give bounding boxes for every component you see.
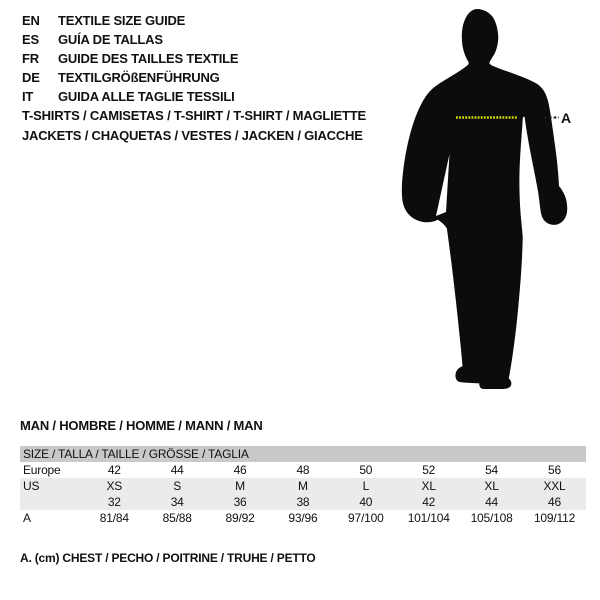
language-row-it (22, 87, 238, 106)
language-code: FR (22, 51, 39, 66)
size-cell: 50 (359, 463, 373, 477)
row-label: US (20, 478, 83, 494)
language-list (22, 11, 238, 106)
language-title: TEXTILGRÖßENFÜHRUNG (58, 70, 220, 85)
row-label: Europe (23, 463, 61, 477)
size-cell: 42 (107, 463, 121, 477)
language-row-es (22, 30, 238, 49)
size-cell: 42 (397, 494, 460, 510)
size-cell: XXL (523, 478, 586, 494)
size-cell: 109/112 (533, 511, 576, 525)
language-code: EN (22, 13, 40, 28)
size-cell: 97/100 (348, 511, 384, 525)
language-title: GUIDA ALLE TAGLIE TESSILI (58, 89, 235, 104)
language-row-fr (22, 49, 238, 68)
size-table-header-row (20, 446, 586, 462)
measurement-figure (395, 0, 580, 400)
size-cell: 105/108 (470, 511, 513, 525)
size-row-numeric (20, 494, 586, 510)
row-label: A (23, 511, 31, 525)
language-code: IT (22, 89, 34, 104)
language-code: DE (22, 70, 40, 85)
size-row-chest (20, 510, 586, 526)
size-cell: 36 (209, 494, 272, 510)
gender-section-title: MAN / HOMBRE / HOMME / MANN / MAN (20, 418, 263, 433)
size-cell: 44 (170, 463, 184, 477)
size-cell: 85/88 (162, 511, 192, 525)
size-cell: XS (83, 478, 146, 494)
size-cell: 32 (83, 494, 146, 510)
size-cell: L (334, 478, 397, 494)
measure-label-a: A (561, 110, 572, 126)
size-row-us (20, 478, 586, 494)
size-cell: XL (460, 478, 523, 494)
size-cell: 54 (485, 463, 499, 477)
language-title: GUIDE DES TAILLES TEXTILE (58, 51, 239, 66)
measurement-footnote: A. (cm) CHEST / PECHO / POITRINE / TRUHE / PETTO (20, 551, 316, 565)
size-cell: 93/96 (288, 511, 318, 525)
size-row-europe (20, 462, 586, 478)
size-cell: 89/92 (225, 511, 255, 525)
size-cell: 46 (233, 463, 247, 477)
language-row-de (22, 68, 238, 87)
size-cell: 52 (422, 463, 436, 477)
size-cell: 46 (523, 494, 586, 510)
language-title: TEXTILE SIZE GUIDE (58, 13, 186, 28)
category-line-tshirts: T-SHIRTS / CAMISETAS / T-SHIRT / T-SHIRT / MAGLIETTE (22, 108, 366, 123)
row-label (20, 494, 83, 510)
man-silhouette (395, 0, 580, 400)
size-cell: XL (397, 478, 460, 494)
size-cell: 81/84 (99, 511, 129, 525)
size-cell: M (209, 478, 272, 494)
language-title: GUÍA DE TALLAS (58, 32, 163, 47)
language-row-en (22, 11, 238, 30)
size-cell: 56 (548, 463, 561, 477)
size-cell: 44 (460, 494, 523, 510)
size-cell: 48 (296, 463, 310, 477)
size-cell: 38 (272, 494, 335, 510)
language-code: ES (22, 32, 39, 47)
category-list (22, 106, 366, 146)
size-table (20, 446, 586, 526)
size-table-header: SIZE / TALLA / TAILLE / GRÖSSE / TAGLIA (20, 446, 586, 462)
size-cell: 101/104 (407, 511, 450, 525)
size-cell: S (146, 478, 209, 494)
category-line-jackets: JACKETS / CHAQUETAS / VESTES / JACKEN / GIACCHE (22, 128, 363, 143)
size-cell: 40 (334, 494, 397, 510)
size-cell: 34 (146, 494, 209, 510)
man-body-shape (402, 9, 567, 389)
size-cell: M (272, 478, 335, 494)
